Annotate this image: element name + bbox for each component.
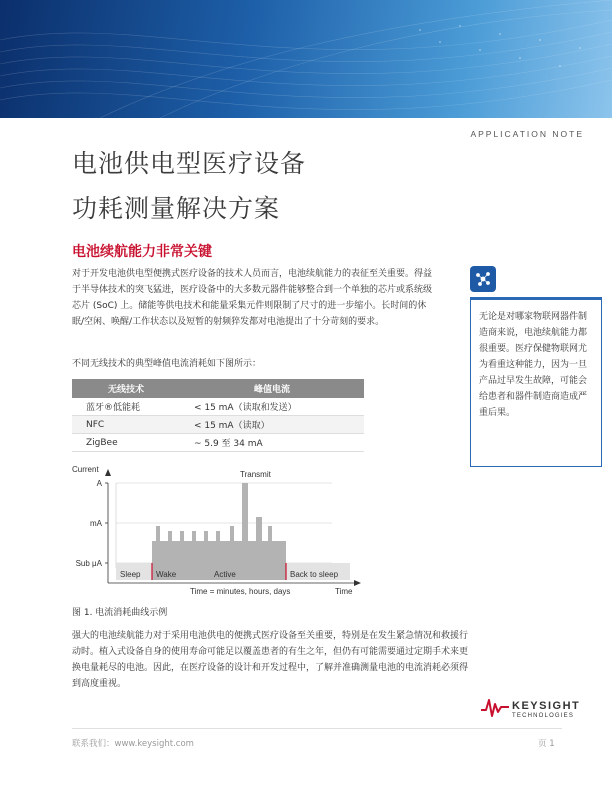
chart-phase-label: Active — [214, 570, 236, 579]
table-cell: < 15 mA（读取） — [180, 416, 364, 434]
table-cell: 蓝牙®低能耗 — [72, 398, 180, 416]
closing-paragraph: 强大的电池续航能力对于采用电池供电的便携式医疗设备至关重要，特别是在发生紧急情况和救援行动时。植入式设备自身的使用寿命可能足以覆盖患者的有生之年，但仍有可能需要通过定期手术来更换电量耗尽的电池。因此，在医疗设备的设计和开发过程中，了解并准确测量电池的电流消耗必须得到高度重视。 — [72, 631, 469, 689]
table-row — [72, 398, 364, 416]
chart-y-tick-label: A — [96, 479, 102, 488]
page-number: 页 1 — [538, 739, 555, 749]
table-cell: < 15 mA（读取和发送） — [180, 398, 364, 416]
keysight-logo-icon — [480, 696, 510, 720]
footer-contact: 联系我们：www.keysight.com — [72, 739, 194, 749]
page-title-line2: 功耗测量解决方案 — [72, 194, 281, 223]
table-header: 无线技术 — [72, 379, 180, 398]
logo-subtitle: TECHNOLOGIES — [512, 713, 575, 719]
table-header: 峰值电流 — [180, 379, 364, 398]
document-type-label: APPLICATION NOTE — [470, 129, 584, 139]
table-header-row — [72, 379, 364, 398]
chart-x-note: Time = minutes, hours, days — [190, 587, 291, 596]
intro-paragraph: 对于开发电池供电型便携式医疗设备的技术人员而言，电池续航能力的表征至关重要。得益于半导体技术的突飞猛进，医疗设备中的大多数元器件能够整合到一个单独的芯片或系统级芯片 (SoC) 上。储能等供电技术和能量采集元件则限制了尺寸的进一步缩小。长时间的休眠/空闲、唤醒/工作状态以及短暂的射频猝发都对电池提出了十分苛刻的要求。 — [72, 269, 433, 327]
chart-phase-label: Back to sleep — [290, 570, 339, 579]
banner-wave-pattern — [0, 0, 612, 118]
chart-phase-label: Wake — [156, 570, 177, 579]
sidebar-callout: 无论是对哪家物联网器件制造商来说，电池续航能力都很重要。医疗保健物联网尤为看重这种能力，因为一旦产品过早发生故障，可能会给患者和器件制造商造成严重后果。 — [470, 297, 602, 467]
table-row — [72, 416, 364, 434]
section-heading: 电池续航能力非常关键 — [72, 244, 212, 260]
table-intro-paragraph: 不同无线技术的典型峰值电流消耗如下图所示： — [72, 359, 262, 369]
header-banner — [0, 0, 612, 118]
wireless-current-table — [72, 379, 364, 452]
figure-caption: 图 1. 电流消耗曲线示例 — [72, 608, 168, 618]
chart-y-axis-arrow — [105, 469, 111, 476]
table-cell: NFC — [72, 416, 180, 434]
table-row — [72, 434, 364, 452]
chart-y-tick-label: Sub μA — [75, 559, 102, 568]
chart-y-tick-label: mA — [90, 519, 102, 528]
logo-wordmark: KEYSIGHT — [512, 700, 581, 712]
table-cell: ZigBee — [72, 434, 180, 452]
table-cell: ~ 5.9 至 34 mA — [180, 434, 364, 452]
footer-divider — [72, 728, 562, 729]
current-consumption-chart — [72, 463, 372, 603]
chart-annotation: Transmit — [240, 470, 271, 479]
chart-x-label: Time — [335, 587, 353, 596]
network-nodes-icon — [470, 266, 496, 292]
chart-x-axis-arrow — [354, 580, 361, 586]
chart-phase-label: Sleep — [120, 570, 141, 579]
page-title-line1: 电池供电型医疗设备 — [72, 149, 307, 178]
chart-current-trace — [152, 483, 286, 580]
chart-y-label: Current — [72, 465, 99, 474]
